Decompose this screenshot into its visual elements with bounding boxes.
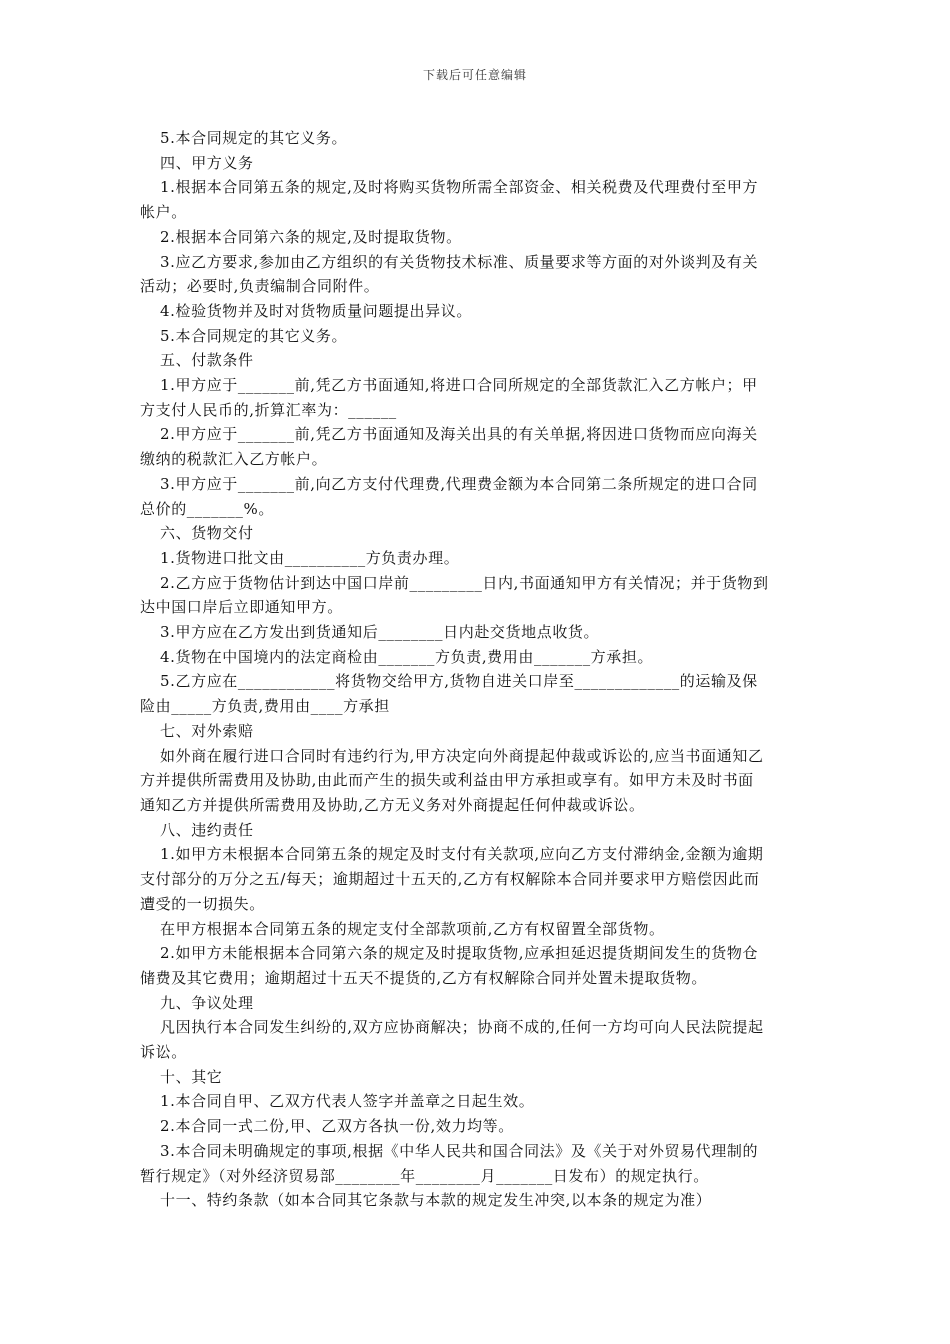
- text-line: 四、甲方义务: [160, 153, 254, 172]
- text-line: 缴纳的税款汇入乙方帐户。: [140, 450, 328, 469]
- text-line: 达中国口岸后立即通知甲方。: [140, 598, 343, 617]
- text-line: 七、对外索赔: [160, 721, 254, 740]
- text-line: 在甲方根据本合同第五条的规定支付全部款项前,乙方有权留置全部货物。: [160, 919, 665, 938]
- text-line: 十一、特约条款（如本合同其它条款与本款的规定发生冲突,以本条的规定为准）: [160, 1191, 712, 1210]
- text-line: 5.本合同规定的其它义务。: [160, 129, 348, 147]
- text-line: 六、货物交付: [160, 524, 254, 543]
- text-line: 活动；必要时,负责编制合同附件。: [140, 277, 380, 296]
- text-line: 通知乙方并提供所需费用及协助,乙方无义务对外商提起任何仲裁或诉讼。: [140, 795, 645, 814]
- text-line: 1.甲方应于_______前,凭乙方书面通知,将进口合同所规定的全部货款汇入乙方帐户；甲: [160, 376, 758, 395]
- text-line: 险由_____方负责,费用由____方承担: [140, 697, 390, 716]
- document-body: [140, 126, 808, 1213]
- text-line: 五、付款条件: [160, 351, 254, 370]
- text-line: 4.货物在中国境内的法定商检由_______方负责,费用由_______方承担。: [160, 647, 654, 666]
- text-line: 八、违约责任: [160, 820, 254, 839]
- text-line: 1.如甲方未根据本合同第五条的规定及时支付有关款项,应向乙方支付滞纳金,金额为逾期: [160, 845, 764, 864]
- text-line: 1.本合同自甲、乙双方代表人签字并盖章之日起生效。: [160, 1092, 535, 1111]
- text-line: 3.甲方应在乙方发出到货通知后________日内赴交货地点收货。: [160, 623, 600, 642]
- text-line: 1.根据本合同第五条的规定,及时将购买货物所需全部资金、相关税费及代理费付至甲方: [160, 178, 759, 197]
- text-line: 凡因执行本合同发生纠纷的,双方应协商解决；协商不成的,任何一方均可向人民法院提起: [160, 1018, 764, 1037]
- text-line: 方并提供所需费用及协助,由此而产生的损失或利益由甲方承担或享有。如甲方未及时书面: [140, 771, 754, 790]
- text-line: 2.本合同一式二份,甲、乙双方各执一份,效力均等。: [160, 1117, 514, 1136]
- text-line: 2.甲方应于_______前,凭乙方书面通知及海关出具的有关单据,将因进口货物而应向海关: [160, 425, 758, 444]
- text-line: 九、争议处理: [160, 993, 254, 1012]
- text-line: 十、其它: [160, 1067, 223, 1086]
- text-line: 1.货物进口批文由__________方负责办理。: [160, 548, 460, 567]
- text-line: 2.如甲方未能根据本合同第六条的规定及时提取货物,应承担延迟提货期间发生的货物仓: [160, 944, 759, 963]
- text-line: 支付部分的万分之五/每天；逾期超过十五天的,乙方有权解除本合同并要求甲方赔偿因此而: [140, 870, 760, 889]
- text-line: 3.应乙方要求,参加由乙方组织的有关货物技术标准、质量要求等方面的对外谈判及有关: [160, 252, 759, 271]
- text-line: 5.乙方应在____________将货物交给甲方,货物自进关口岸至_____________的运输及保: [160, 672, 758, 691]
- text-line: 帐户。: [140, 203, 187, 222]
- text-line: 2.乙方应于货物估计到达中国口岸前_________日内,书面通知甲方有关情况；并于货物到: [160, 573, 769, 592]
- text-line: 总价的_______%。: [140, 499, 274, 518]
- text-line: 暂行规定》（对外经济贸易部________年________月_______日发布）的规定执行。: [140, 1166, 709, 1185]
- text-line: 3.本合同未明确规定的事项,根据《中华人民共和国合同法》及《关于对外贸易代理制的: [160, 1141, 759, 1160]
- text-line: 方支付人民币的,折算汇率为：______: [140, 400, 397, 419]
- text-line: 5.本合同规定的其它义务。: [160, 326, 348, 345]
- text-line: 3.甲方应于_______前,向乙方支付代理费,代理费金额为本合同第二条所规定的进口合同: [160, 474, 758, 493]
- text-line: 2.根据本合同第六条的规定,及时提取货物。: [160, 227, 462, 246]
- text-line: 诉讼。: [140, 1043, 187, 1062]
- page-header: 下载后可任意编辑: [422, 68, 527, 82]
- text-line: 遭受的一切损失。: [140, 894, 265, 913]
- text-line: 储费及其它费用；逾期超过十五天不提货的,乙方有权解除合同并处置未提取货物。: [140, 968, 707, 987]
- text-line: 4.检验货物并及时对货物质量问题提出异议。: [160, 301, 472, 320]
- text-line: 如外商在履行进口合同时有违约行为,甲方决定向外商提起仲裁或诉讼的,应当书面通知乙: [160, 746, 764, 765]
